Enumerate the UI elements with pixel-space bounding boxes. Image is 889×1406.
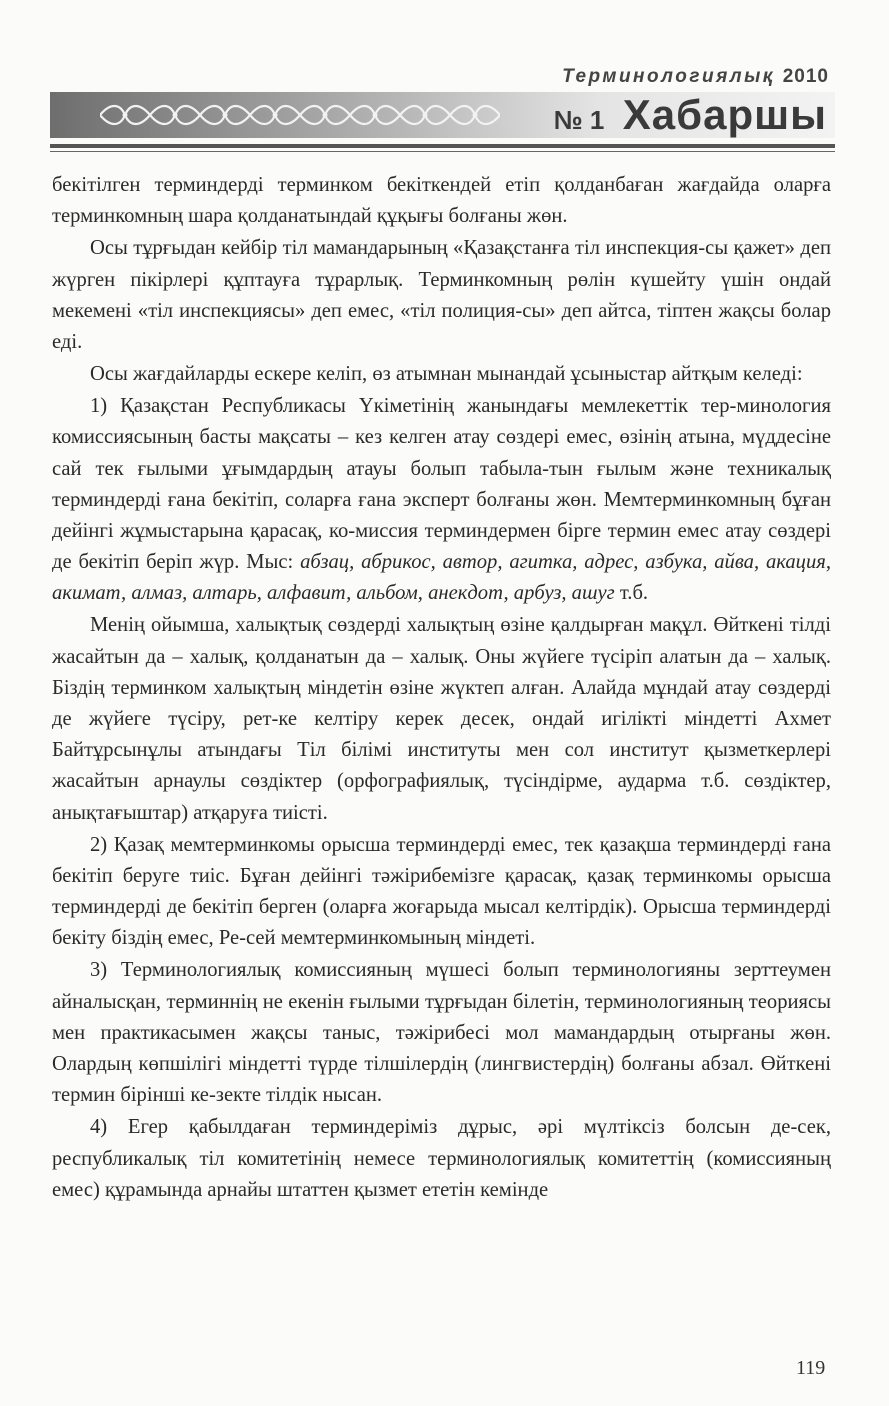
issue-number: № 1	[553, 105, 605, 135]
paragraph: Осы тұрғыдан кейбір тіл мамандарының «Қазақстанға тіл инспекция-сы қажет» деп жүрген пікірлері құптауға тұрарлық. Терминкомның рөлін күшейту үшін ондай мекемені «тіл инспекциясы» деп емес, «тіл полиция-сы» деп айтса, тіптен жақсы болар еді.	[52, 237, 831, 353]
journal-series-title	[562, 66, 829, 88]
journal-banner-title	[554, 92, 827, 138]
header-banner	[50, 92, 835, 138]
page-number: 119	[796, 1357, 826, 1379]
paragraph-proposal-2: 2) Қазақ мемтерминкомы орысша терминдерді емес, тек қазақша терминдерді ғана бекітіп беруге тиіс. Бұған дейінгі тәжірибемізге қарасақ, қазақ терминкомы орысша терминдерді де бекітіп берген (оларға жоғарыда мысал келтірдік). Орысша терминдерді бекіту біздің емес, Ре-сей мемтерминкомының міндеті.	[52, 833, 831, 950]
paragraph-proposal-4: 4) Егер қабылдаған терминдеріміз дұрыс, әрі мүлтіксіз болсын де-сек, республикалық тіл комитетінің немесе терминологиялық комитеттің (комиссияның емес) құрамында арнайы штаттен қызмет ететін кемінде	[52, 1116, 831, 1201]
proposal-1-text: 1) Қазақстан Республикасы Үкіметінің жанындағы мемлекеттік тер-минология комиссиясының басты мақсаты – кез келген атау сөздері емес, өзінің атына, мүддесіне сай тек ғылыми ұғымдардың атауы болып табыла-тын ғылым және техникалық терминдерді ғана бекітіп, соларға ғана эксперт болғаны жөн. Мемтерминкомның бұған дейінгі жұмыстарына қарасақ, ко-миссия терминдермен бірге термин емес атау сөздері де бекітіп беріп жүр. Мыс:	[52, 395, 831, 574]
running-header	[50, 64, 835, 154]
proposal-1-tail: т.б.	[614, 582, 649, 605]
journal-year: 2010	[782, 66, 829, 87]
example-terms: абзац, абрикос, автор, агитка, адрес, азбука, айва, акация, акимат, алмаз, алтарь, алфавит, альбом, анекдот, арбуз, ашуг	[52, 551, 831, 605]
paragraph: Осы жағдайларды ескере келіп, өз атымнан мынандай ұсыныстар айтқым келеді:	[90, 363, 803, 385]
article-body	[52, 170, 831, 1207]
paragraph-proposal-1	[52, 391, 831, 609]
journal-name: Хабаршы	[622, 92, 827, 138]
header-rule-thin	[50, 151, 835, 152]
paragraph-continuation: бекітілген терминдерді терминком бекіткендей етіп қолданбаған жағдайда оларға терминкомның шара қолданатындай құқығы болғаны жөн.	[52, 174, 831, 228]
paragraph-proposal-3: 3) Терминологиялық комиссияның мүшесі болып терминологияны зерттеумен айналысқан, терминнің не екенін ғылыми тұрғыдан білетін, терминологияның теориясы мен практикасымен жақсы таныс, тәжірибесі мол мамандардың отырғаны жөн. Олардың көпшілігі міндетті түрде тілшілердің (лингвистердің) болғаны абзал. Өйткені термин бірінші ке-зекте тілдік нысан.	[52, 959, 831, 1107]
journal-series-name: Терминологиялық	[562, 66, 775, 87]
paragraph: Менің ойымша, халықтық сөздерді халықтың өзіне қалдырған мақұл. Өйткені тілді жасайтын да – халық, қолданатын да – халық. Оны жүйеге түсіріп алатын да – халық. Біздің терминком халықтың міндетін өзіне жүктеп алған. Алайда мұндай атау сөздерді де жүйеге түсіру, рет-ке келтіру керек десек, ондай игілікті міндетті Ахмет Байтұрсынұлы атындағы Тіл білімі институты мен сол институт қызметкерлері жасайтын арнаулы сөздіктер (орфографиялық, түсіндірме, аударма т.б. сөздіктер, анықтағыштар) атқаруға тиісті.	[52, 614, 831, 824]
header-rule-thick	[50, 144, 835, 148]
ornament-pattern-icon	[100, 99, 500, 131]
